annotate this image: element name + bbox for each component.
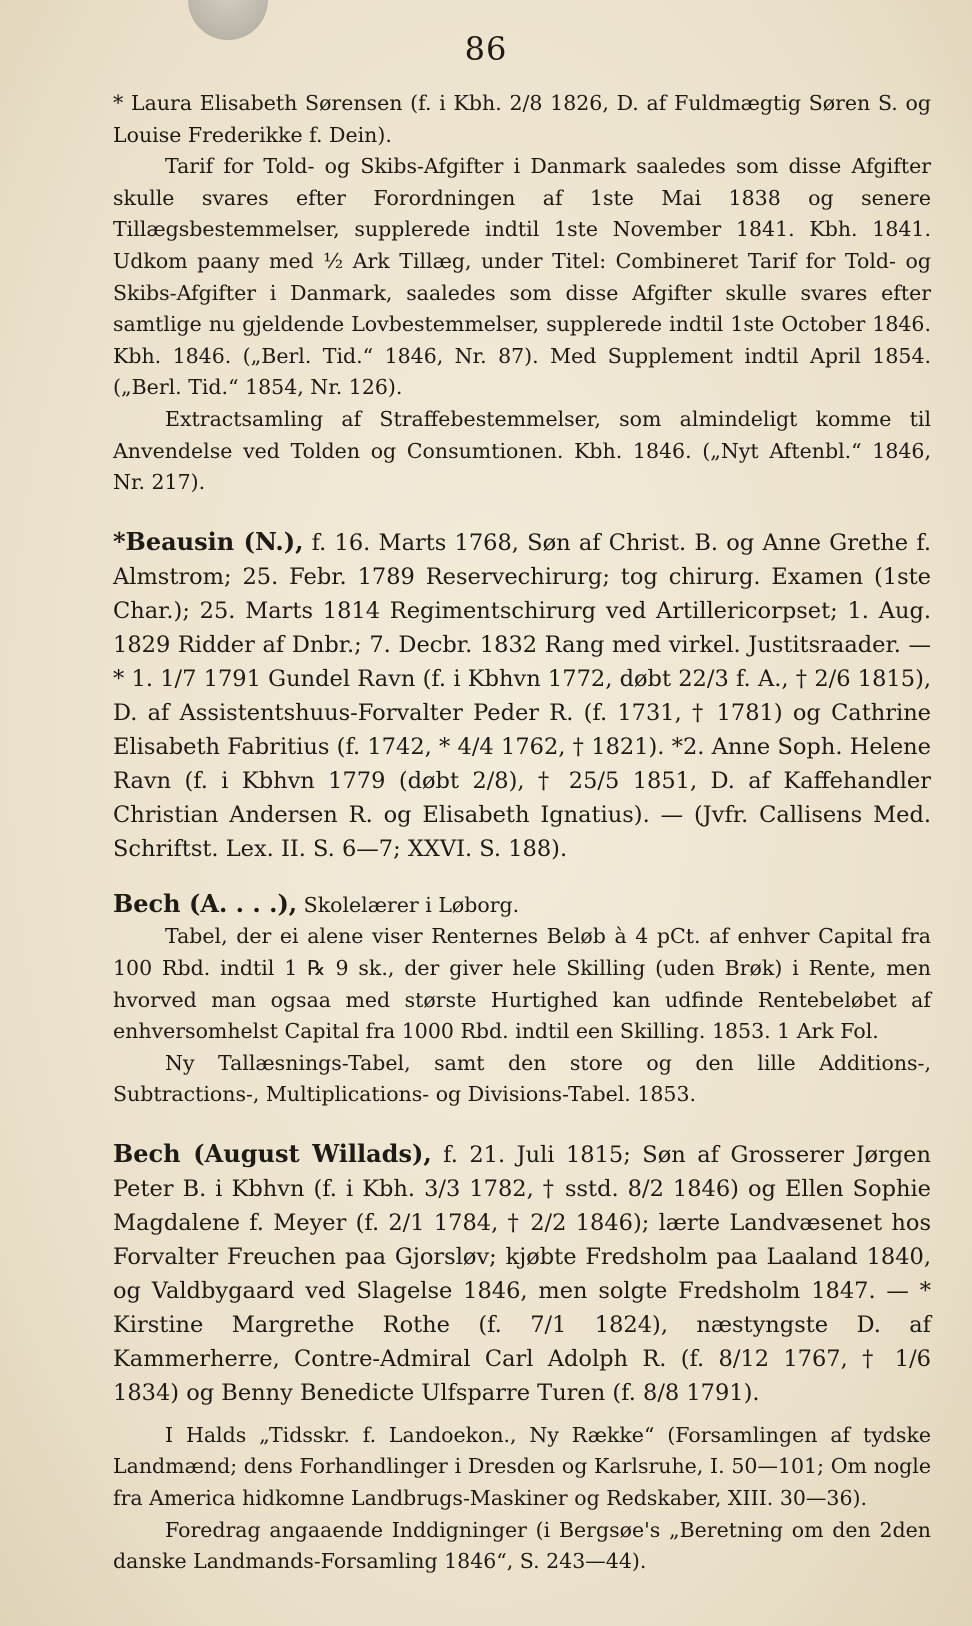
page-number: 86: [464, 30, 508, 68]
entry-beausin: *Beausin (N.), f. 16. Marts 1768, Søn af Christ. B. og Anne Grethe f. Almstrom; 25. Febr. 1789 Reservechirurg; tog chirurg. Examen (1ste Char.); 25. Marts 1814 Regimentschirurg ved Artillericorpset; 1. Aug. 1829 Ridder af Dnbr.; 7. Decbr. 1832 Rang med virkel. Justitsraader. — * 1. 1/7 1791 Gundel Ravn (f. i Kbhvn 1772, døbt 22/3 f. A., † 2/6 1815), D. af Assistentshuus-Forvalter Peder R. (f. 1731, † 1781) og Cathrine Elisabeth Fabritius (f. 1742, * 4/4 1762, † 1821). *2. Anne Soph. Helene Ravn (f. i Kbhvn 1779 (døbt 2/8), † 25/5 1851, D. af Kaffehandler Christian Andersen R. og Elisabeth Ignatius). — (Jvfr. Callisens Med. Schriftst. Lex. II. S. 6—7; XXVI. S. 188).: [113, 526, 931, 862]
paragraph-extractsamling: Extractsamling af Straffebestemmelser, som almindeligt komme til Anvendelse ved Tolden og Consumtionen. Kbh. 1846. („Nyt Aftenbl.“ 1846, Nr. 217).: [113, 406, 931, 495]
entry-bech-august: Bech (August Willads), f. 21. Juli 1815; Søn af Grosserer Jørgen Peter B. i Kbhvn (f. i Kbh. 3/3 1782, † sstd. 8/2 1846) og Ellen Sophie Magdalene f. Meyer (f. 2/1 1784, † 2/2 1846); lærte Landvæsenet hos Forvalter Freuchen paa Gjorsløv; kjøbte Fredsholm paa Laaland 1840, og Valdbygaard ved Slagelse 1846, men solgte Fredsholm 1847. — * Kirstine Margrethe Rothe (f. 7/1 1824), næstyngste D. af Kammerherre, Contre-Admiral Carl Adolph R. (f. 8/12 1767, † 1/6 1834) og Benny Benedicte Ulfsparre Turen (f. 8/8 1791).: [113, 1138, 931, 1406]
paragraph-halds-tidsskrift: I Halds „Tidsskr. f. Landoekon., Ny Række“ (Forsamlingen af tydske Landmænd; dens Forhandlinger i Dresden og Karlsruhe, I. 50—101; Om nogle fra America hidkomne Landbrugs-Maskiner og Redskaber, XIII. 30—36).: [113, 1422, 931, 1511]
entry-heading-bech-a: Bech (A. . . .),: [113, 888, 298, 918]
paragraph-foredrag: Foredrag angaaende Inddigninger (i Bergsøe's „Beretning om den 2den danske Landmands-Forsamling 1846“, S. 243—44).: [113, 1517, 931, 1574]
entry-heading-beausin: *Beausin (N.),: [113, 526, 304, 556]
paragraph-tallaesnings-tabel: Ny Tallæsnings-Tabel, samt den store og den lille Additions-, Subtractions-, Multiplications- og Divisions-Tabel. 1853.: [113, 1050, 931, 1107]
entry-bech-a: Bech (A. . . .), Skolelærer i Løborg.: [113, 888, 520, 918]
paragraph-laura-sorensen: * Laura Elisabeth Sørensen (f. i Kbh. 2/8 1826, D. af Fuldmægtig Søren S. og Louise Frederikke f. Dein).: [113, 91, 931, 147]
paragraph-tarif: Tarif for Told- og Skibs-Afgifter i Danmark saaledes som disse Afgifter skulle svares efter Forordningen af 1ste Mai 1838 og senere Tillægsbestemmelser, supplerede indtil 1ste November 1841. Kbh. 1841. Udkom paany med ½ Ark Tillæg, under Titel: Combineret Tarif for Told- og Skibs-Afgifter i Danmark, saaledes som disse Afgifter skulle svares efter samtlige nu gjeldende Lovbestemmelser, supplerede indtil 1ste October 1846. Kbh. 1846. („Berl. Tid.“ 1846, Nr. 87). Med Supplement indtil April 1854. („Berl. Tid.“ 1854, Nr. 126).: [113, 154, 931, 400]
entry-heading-bech-august: Bech (August Willads),: [113, 1138, 432, 1168]
page-text: [113, 88, 931, 1578]
paragraph-tabel: Tabel, der ei alene viser Renternes Beløb à 4 pCt. af enhver Capital fra 100 Rbd. indtil 1 ℞ 9 sk., der giver hele Skilling (uden Brøk) i Rente, men hvorved man ogsaa med største Hurtighed kan udfinde Rentebeløbet af enhversomhelst Capital fra 1000 Rbd. indtil een Skilling. 1853. 1 Ark Fol.: [113, 924, 931, 1044]
